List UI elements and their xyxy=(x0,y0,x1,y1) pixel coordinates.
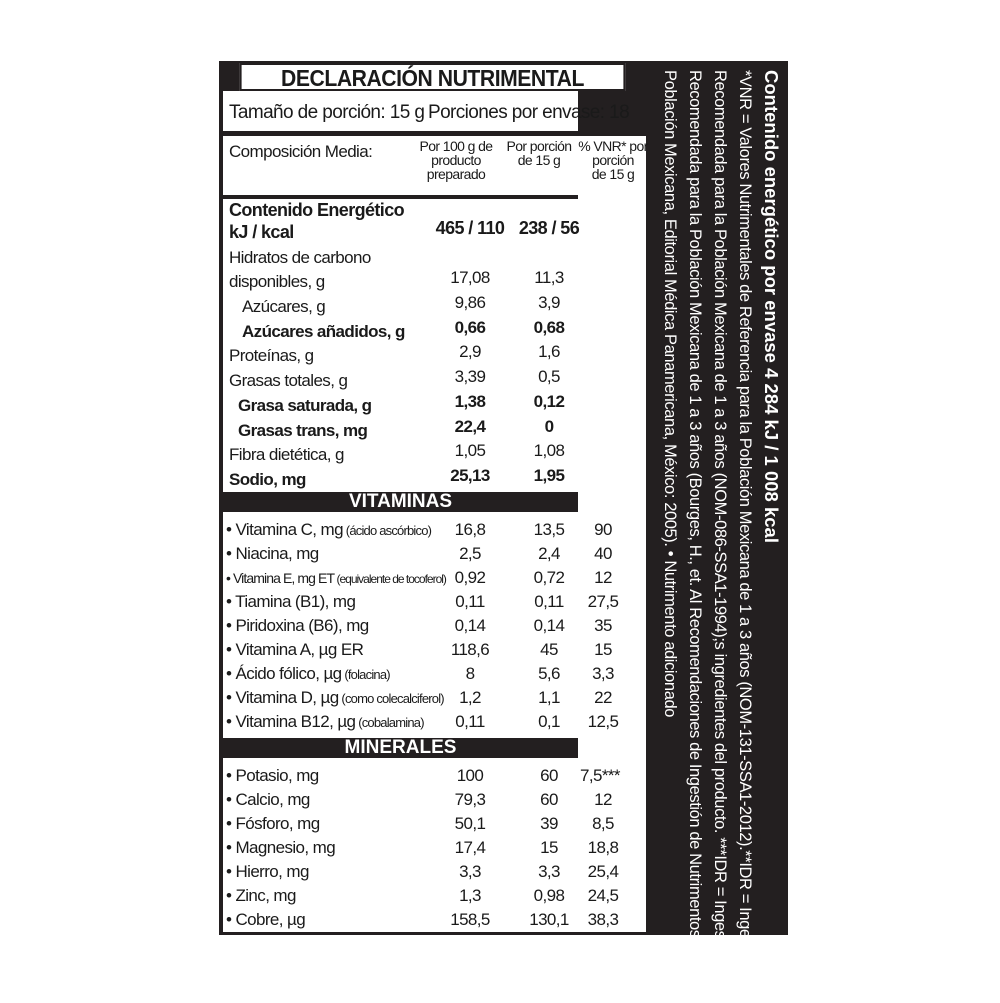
nutrient-per100: 3,39 xyxy=(454,367,486,386)
vitamin-portion: 5,6 xyxy=(538,664,560,683)
side-notes xyxy=(657,70,785,1003)
energy-per100: 465 / 110 xyxy=(435,218,505,238)
vitamin-label: • Vitamina D, µg (como colecalciferol) xyxy=(226,688,444,707)
nutrient-per100: 22,4 xyxy=(454,417,486,436)
mineral-portion: 0,98 xyxy=(533,886,565,905)
mineral-label: • Potasio, mg xyxy=(226,766,319,785)
vitamin-vnr: 40 xyxy=(594,544,612,563)
nutrient-portion: 0 xyxy=(544,417,554,436)
mineral-portion: 60 xyxy=(540,790,558,809)
mineral-portion: 60 xyxy=(540,766,558,785)
mineral-label: • Hierro, mg xyxy=(226,862,309,881)
divider-serving xyxy=(223,131,646,136)
serving-size: Tamaño de porción: 15 g xyxy=(229,102,425,123)
vnr-header: % VNR* por porción de 15 g xyxy=(578,138,648,182)
vitamin-vnr: 90 xyxy=(594,520,612,539)
mineral-portion: 15 xyxy=(540,838,558,857)
per100-header: Por 100 g de producto preparado xyxy=(419,138,493,182)
nutrient-label: Azúcares, g xyxy=(242,297,326,316)
nutrient-label: Grasas trans, mg xyxy=(238,421,368,440)
nutrient-per100: 0,66 xyxy=(454,318,486,337)
nutrient-label: Azúcares añadidos, g xyxy=(242,322,405,341)
mineral-per100: 79,3 xyxy=(454,790,486,809)
panel-title: DECLARACIÓN NUTRIMENTAL xyxy=(240,63,625,91)
mineral-portion: 3,3 xyxy=(538,862,560,881)
mineral-per100: 100 xyxy=(456,766,484,785)
vitamin-per100: 118,6 xyxy=(450,640,490,659)
vitamin-per100: 16,8 xyxy=(454,520,486,539)
vitamin-per100: 1,2 xyxy=(459,688,481,707)
mineral-label: • Fósforo, mg xyxy=(226,814,320,833)
nutrient-portion: 0,68 xyxy=(533,318,565,337)
servings-per-container: Porciones por envase: 18 xyxy=(428,102,630,123)
mineral-per100: 17,4 xyxy=(454,838,486,857)
vitamin-label: • Tiamina (B1), mg xyxy=(226,592,356,611)
vitamin-vnr: 15 xyxy=(594,640,612,659)
nutrient-per100: 25,13 xyxy=(450,466,490,485)
nutrient-portion: 1,6 xyxy=(538,342,560,361)
mineral-vnr: 12 xyxy=(594,790,612,809)
vitamin-portion: 2,4 xyxy=(538,544,560,563)
nutrient-portion: 3,9 xyxy=(538,293,560,312)
vitamin-portion: 45 xyxy=(540,640,558,659)
mineral-label: • Zinc, mg xyxy=(226,886,296,905)
energy-per-container: Contenido energético por envase 4 284 kJ / 1 008 kcal xyxy=(761,70,782,543)
vitamin-label: • Vitamina E, mg ET (equivalente de tocoferol) xyxy=(226,570,446,586)
vitamin-vnr: 27,5 xyxy=(587,592,619,611)
mineral-vnr: 8,5 xyxy=(592,814,614,833)
mineral-vnr: 7,5*** xyxy=(580,766,620,785)
nutrient-portion: 11,3 xyxy=(534,268,564,287)
mineral-label: • Magnesio, mg xyxy=(226,838,336,857)
vitamin-portion: 0,14 xyxy=(533,616,565,635)
mineral-vnr: 24,5 xyxy=(587,886,619,905)
vitamin-per100: 0,92 xyxy=(454,568,486,587)
vitamin-label: • Ácido fólico, µg (folacina) xyxy=(226,664,390,683)
nutrient-label: Grasa saturada, g xyxy=(238,396,372,415)
energy-label-1: Contenido Energético xyxy=(229,200,405,220)
vitamin-per100: 0,11 xyxy=(455,712,485,731)
vitamin-per100: 0,14 xyxy=(454,616,486,635)
footnote-line: Población Mexicana, Editorial Médica Panamericana, México: 2005). • Nutrimento adicionado xyxy=(661,70,679,718)
nutrient-label: Sodio, mg xyxy=(229,470,306,489)
minerals-header: MINERALES xyxy=(223,738,578,758)
vitamin-portion: 13,5 xyxy=(533,520,565,539)
footnote-line: *VNR = Valores Nutrimentales de Referencia para la Población Mexicana de 1 a 3 años (NOM-131-SSA1-2012).**IDR = Ingesta Diaria xyxy=(736,70,754,1003)
vitamin-vnr: 35 xyxy=(594,616,612,635)
vitamin-label: • Vitamina C, mg (ácido ascórbico) xyxy=(226,520,432,539)
vitamin-label: • Vitamina A, µg ER xyxy=(226,640,364,659)
divider-header xyxy=(223,195,578,199)
composition-header: Composición Media: xyxy=(229,142,373,161)
nutrient-per100: 1,38 xyxy=(454,392,486,411)
vitamin-label: • Vitamina B12, µg (cobalamina) xyxy=(226,712,424,731)
mineral-vnr: 18,8 xyxy=(587,838,619,857)
vitamin-portion: 1,1 xyxy=(538,688,560,707)
nutrient-portion: 1,95 xyxy=(533,466,565,485)
vitamin-per100: 2,5 xyxy=(459,544,481,563)
vitamin-label: • Piridoxina (B6), mg xyxy=(226,616,369,635)
perportion-header: Por porción de 15 g xyxy=(506,138,572,168)
vitamin-per100: 8 xyxy=(465,664,475,683)
nutrient-portion: 0,5 xyxy=(538,367,560,386)
vitamin-per100: 0,11 xyxy=(455,592,485,611)
nutrient-label: Fibra dietética, g xyxy=(229,445,344,464)
mineral-per100: 3,3 xyxy=(459,862,481,881)
nutrient-label-carbs: Hidratos de carbono xyxy=(229,248,371,267)
vitamin-portion: 0,11 xyxy=(534,592,564,611)
vitamins-header: VITAMINAS xyxy=(223,492,578,512)
mineral-portion: 39 xyxy=(540,814,558,833)
mineral-portion: 130,1 xyxy=(529,910,569,929)
nutrient-label: disponibles, g xyxy=(229,272,325,291)
vitamin-label: • Niacina, mg xyxy=(226,544,319,563)
nutrient-portion: 1,08 xyxy=(533,441,565,460)
nutrient-label: Grasas totales, g xyxy=(229,371,348,390)
vitamin-vnr: 3,3 xyxy=(592,664,614,683)
vitamin-portion: 0,1 xyxy=(538,712,560,731)
vitamin-vnr: 22 xyxy=(594,688,612,707)
nutrient-label: Proteínas, g xyxy=(229,346,314,365)
vitamin-portion: 0,72 xyxy=(533,568,565,587)
vitamin-vnr: 12,5 xyxy=(587,712,619,731)
energy-label-2: kJ / kcal xyxy=(229,222,294,242)
mineral-per100: 1,3 xyxy=(459,886,481,905)
nutrient-per100: 1,05 xyxy=(454,441,486,460)
nutrient-portion: 0,12 xyxy=(533,392,565,411)
footnote-line: Recomendada para la Población Mexicana de 1 a 3 años (NOM-086-SSA1-1994);s ingredientes del producto. ***IDR = Ingesta Diaria xyxy=(711,70,729,997)
energy-portion: 238 / 56 xyxy=(518,218,580,238)
mineral-per100: 50,1 xyxy=(454,814,486,833)
mineral-label: • Cobre, µg xyxy=(226,910,306,929)
mineral-vnr: 38,3 xyxy=(587,910,619,929)
mineral-label: • Calcio, mg xyxy=(226,790,310,809)
vitamin-vnr: 12 xyxy=(594,568,612,587)
mineral-per100: 158,5 xyxy=(450,910,490,929)
mineral-vnr: 25,4 xyxy=(587,862,619,881)
nutrient-per100: 17,08 xyxy=(450,268,490,287)
footnote-line: Recomendada para la Población Mexicana de 1 a 3 años (Bourges, H., et. Al Recomendaciones de Ingestión de Nutrimentos para la xyxy=(686,70,704,990)
nutrient-per100: 2,9 xyxy=(459,342,481,361)
nutrient-per100: 9,86 xyxy=(454,293,486,312)
